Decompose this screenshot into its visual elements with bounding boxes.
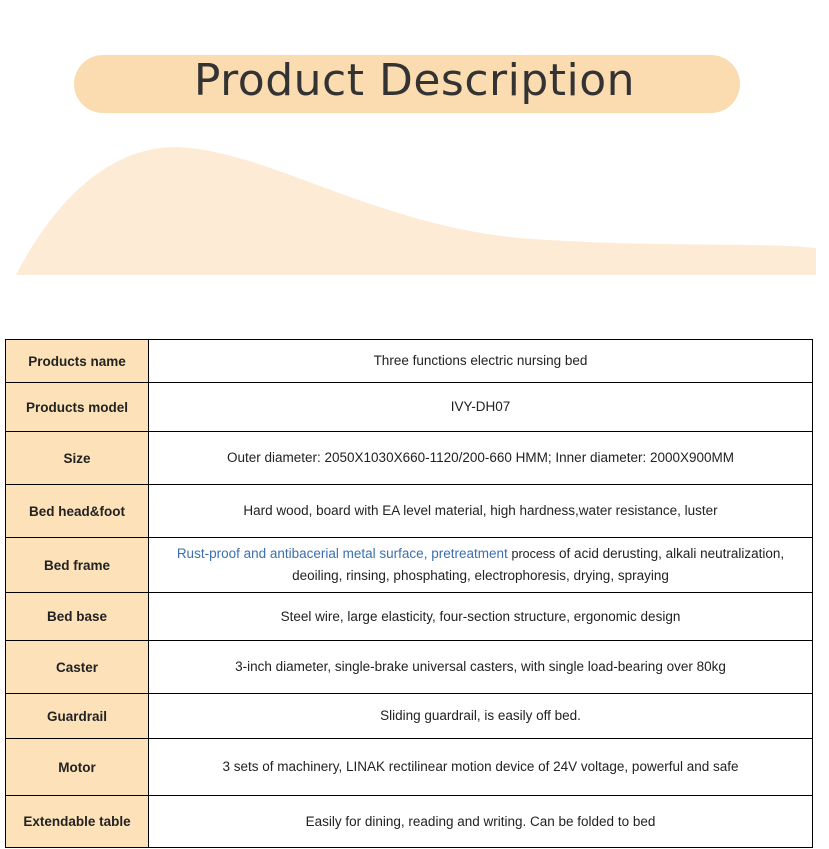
decorative-wave	[0, 130, 829, 290]
table-row	[6, 485, 813, 538]
table-row	[6, 641, 813, 694]
row-label: Products model	[6, 383, 149, 432]
row-value	[149, 538, 813, 593]
row-label: Size	[6, 432, 149, 485]
highlight-text: Rust-proof and antibacerial metal surface, pretreatment	[176, 546, 508, 561]
row-value-rest: of acid derusting, alkali neutralization, deoiling, rinsing, phosphating, electrophoresis, drying, spraying	[292, 546, 785, 583]
row-label: Products name	[6, 340, 149, 383]
table-row	[6, 383, 813, 432]
row-value: 3-inch diameter, single-brake universal casters, with single load-bearing over 80kg	[149, 641, 813, 694]
row-value: Sliding guardrail, is easily off bed.	[149, 694, 813, 739]
table-row	[6, 538, 813, 593]
row-value: Outer diameter: 2050X1030X660-1120/200-660 HMM; Inner diameter: 2000X900MM	[149, 432, 813, 485]
small-text: process	[511, 547, 556, 561]
row-label: Bed frame	[6, 538, 149, 593]
row-label: Guardrail	[6, 694, 149, 739]
row-label: Bed base	[6, 593, 149, 641]
row-value: Three functions electric nursing bed	[149, 340, 813, 383]
table-row	[6, 796, 813, 848]
row-label: Extendable table	[6, 796, 149, 848]
table-row	[6, 694, 813, 739]
spec-table	[5, 339, 813, 848]
row-label: Bed head&foot	[6, 485, 149, 538]
table-row	[6, 432, 813, 485]
row-label: Motor	[6, 739, 149, 796]
row-value: IVY-DH07	[149, 383, 813, 432]
row-value: Easily for dining, reading and writing. Can be folded to bed	[149, 796, 813, 848]
wave-shape	[16, 147, 816, 275]
table-row	[6, 739, 813, 796]
row-value: Steel wire, large elasticity, four-section structure, ergonomic design	[149, 593, 813, 641]
row-label: Caster	[6, 641, 149, 694]
row-value: Hard wood, board with EA level material, high hardness,water resistance, luster	[149, 485, 813, 538]
page-title: Product Description	[193, 55, 636, 106]
table-row	[6, 340, 813, 383]
table-row	[6, 593, 813, 641]
row-value: 3 sets of machinery, LINAK rectilinear motion device of 24V voltage, powerful and safe	[149, 739, 813, 796]
